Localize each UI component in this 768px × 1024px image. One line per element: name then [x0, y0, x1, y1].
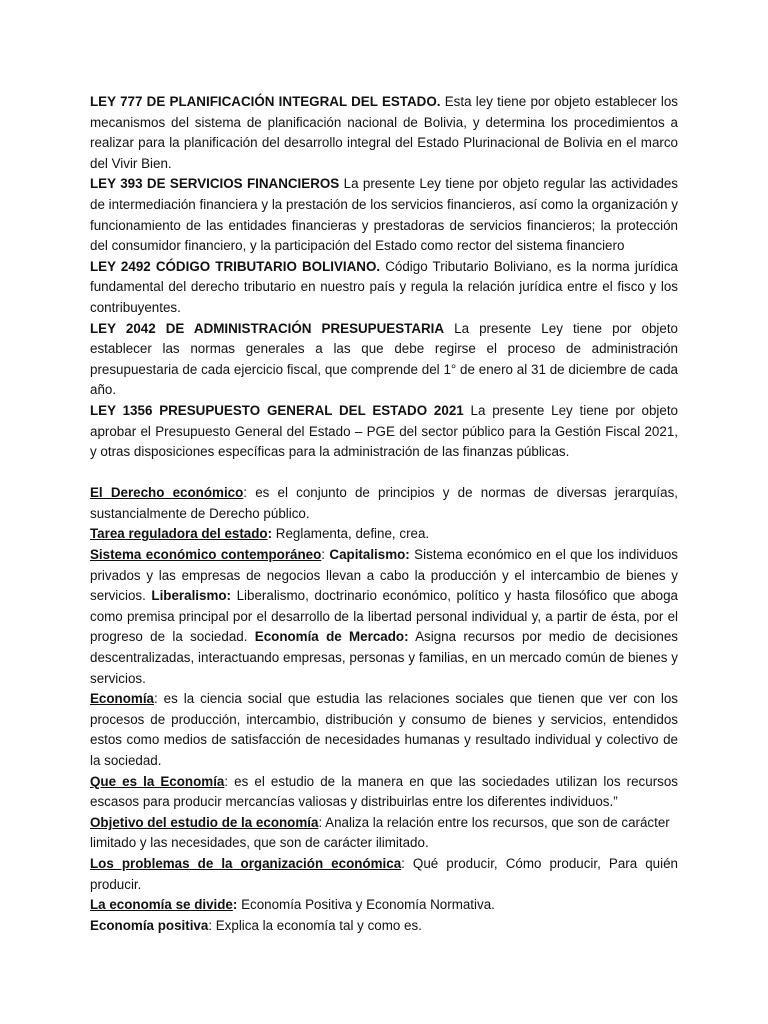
economia-mercado-text: Asigna recursos por medio de decisiones descentralizadas, interactuando empresas, personas y familias, en un mercado común de bienes y servicios. [90, 629, 678, 686]
term-definition: Economía Positiva y Economía Normativa. [237, 897, 495, 913]
economia-paragraph [90, 689, 678, 771]
law-2042-paragraph [90, 319, 678, 401]
problemas-paragraph [90, 854, 678, 895]
sistema-economico-paragraph [90, 545, 678, 689]
term-definition: : es el estudio de la manera en que las sociedades utilizan los recursos escasos para producir mercancías valiosas y distribuirlas entre los diferentes individuos.” [90, 773, 678, 810]
term-definition: Reglamenta, define, crea. [272, 526, 430, 542]
economia-se-divide-paragraph [90, 895, 678, 916]
term-heading: Economía positiva [90, 917, 209, 933]
law-1356-paragraph [90, 401, 678, 463]
term-heading: Los problemas de la organización económica [90, 855, 402, 871]
law-title: LEY 2042 DE ADMINISTRACIÓN PRESUPUESTARIA [90, 320, 445, 336]
liberalismo-text: Liberalismo, doctrinario económico, político y hasta filosófico que aboga como premisa principal por el desarrollo de la libertad personal individual y, a partir de ésta, por el progreso de la sociedad. [90, 588, 678, 645]
objetivo-paragraph [90, 813, 678, 854]
term-heading: El Derecho económico [90, 485, 244, 501]
tarea-reguladora-paragraph [90, 524, 678, 545]
term-definition: : es el conjunto de principios y de normas de diversas jerarquías, sustancialmente de Derecho público. [90, 485, 678, 521]
que-es-economia-paragraph [90, 772, 678, 813]
law-description: Esta ley tiene por objeto establecer los mecanismos del sistema de planificación nacional de Bolivia, y determina los procedimientos a realizar para la planificación del desarrollo integral del Estado Plurinacional de Bolivia en el marco del Vivir Bien. [90, 94, 678, 171]
term-heading: Tarea reguladora del estado [90, 526, 268, 542]
law-description: Código Tributario Boliviano, es la norma jurídica fundamental del derecho tributario en nuestro país y regula la relación jurídica entre el fisco y los contribuyentes. [90, 258, 679, 315]
capitalismo-label: Capitalismo: [329, 547, 410, 563]
capitalismo-text: Sistema económico en el que los individuos privados y las empresas de negocios llevan a cabo la producción y el intercambio de bienes y servicios. [90, 547, 678, 604]
derecho-economico-paragraph [90, 483, 678, 524]
term-separator: : [232, 897, 238, 913]
law-description: La presente Ley tiene por objeto regular las actividades de intermediación financiera y la prestación de los servicios financieros, así como la organización y funcionamiento de las entidades financieras y prestadoras de servicios financieros; la protección del consumidor financiero, y la participación del Estado como rector del sistema financiero [90, 176, 678, 254]
economia-mercado-label: Economía de Mercado: [254, 629, 409, 645]
term-separator: : [321, 547, 330, 563]
term-heading: Objetivo del estudio de la economía [90, 814, 319, 830]
law-2492-paragraph [90, 257, 678, 319]
term-heading: Economía [90, 691, 154, 707]
term-separator: : [267, 526, 273, 542]
term-definition: : Analiza la relación entre los recursos, que son de carácter limitado y las necesidades, que son de carácter ilimitado. [90, 814, 670, 851]
law-title: LEY 393 DE SERVICIOS FINANCIEROS [90, 176, 340, 192]
term-heading: La economía se divide [90, 897, 233, 913]
law-description: La presente Ley tiene por objeto establecer las normas generales a las que debe regirse el proceso de administración presupuestaria de cada ejercicio fiscal, que comprende del 1° de enero al 31 de diciembre de cada año. [90, 320, 678, 398]
law-title: LEY 1356 PRESUPUESTO GENERAL DEL ESTADO 2021 [90, 402, 464, 418]
law-description: La presente Ley tiene por objeto aprobar el Presupuesto General del Estado – PGE del sector público para la Gestión Fiscal 2021, y otras disposiciones específicas para la administración de las finanzas públicas. [90, 402, 678, 460]
law-777-paragraph [90, 92, 678, 174]
economia-positiva-paragraph [90, 916, 678, 937]
term-definition: : Qué producir, Cómo producir, Para quién producir. [90, 855, 678, 892]
law-title: LEY 777 DE PLANIFICACIÓN INTEGRAL DEL ESTADO. [90, 94, 441, 109]
term-heading: Que es la Economía [90, 773, 225, 789]
law-title: LEY 2492 CÓDIGO TRIBUTARIO BOLIVIANO. [90, 258, 381, 274]
paragraph-spacer [90, 463, 678, 484]
term-definition: : Explica la economía tal y como es. [208, 917, 422, 933]
law-393-paragraph [90, 174, 678, 256]
liberalismo-label: Liberalismo: [151, 588, 232, 604]
term-heading: Sistema económico contemporáneo [90, 547, 322, 563]
document-page [90, 92, 678, 936]
term-definition: : es la ciencia social que estudia las relaciones sociales que tienen que ver con los procesos de producción, intercambio, distribución y consumo de bienes y servicios, entendidos estos como medios de satisfacción de necesidades humanas y resultado individual y colectivo de la sociedad. [90, 691, 678, 768]
